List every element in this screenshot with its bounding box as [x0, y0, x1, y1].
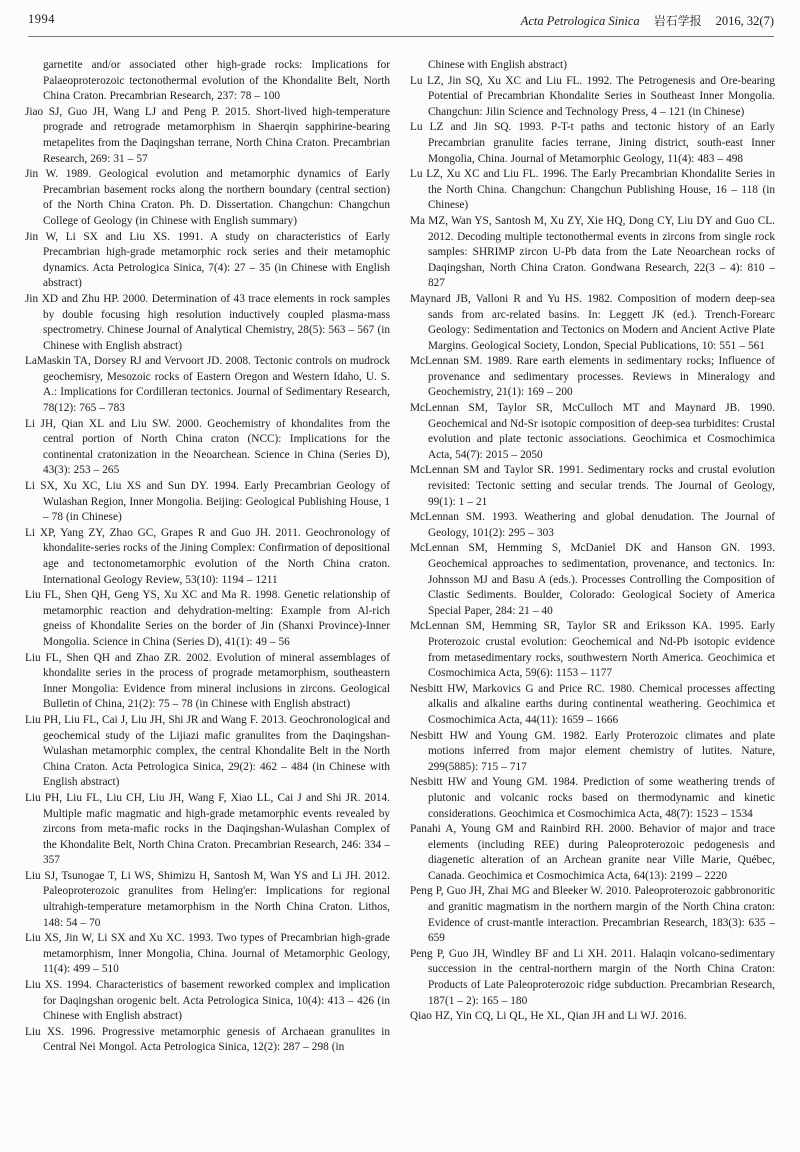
reference-entry: Qiao HZ, Yin CQ, Li QL, He XL, Qian JH and Li WJ. 2016.: [410, 1010, 687, 1023]
reference-entry: Nesbitt HW and Young GM. 1984. Prediction of some weathering trends of plutonic and volcanic rocks based on thermodynamic and kinetic considerations. Geochimica et Cosmochimica Acta, 48(7): 1523 – 1534: [410, 776, 775, 820]
reference-entry: Jiao SJ, Guo JH, Wang LJ and Peng P. 2015. Short-lived high-temperature prograde and retrograde metamorphism in Shaerqin sapphirine-bearing metapelites from the Daqingshan terrane, North China Craton. Precambrian Research, 269: 31 – 57: [25, 105, 390, 165]
reference-entry: Lu LZ and Jin SQ. 1993. P-T-t paths and tectonic history of an Early Precambrian granulite facies terrane, Jining district, south-east Inner Mongolia, China. Journal of Metamorphic Geology, 11(4): 483 – 498: [410, 121, 775, 165]
page-header: [28, 12, 774, 37]
reference-entry: Nesbitt HW, Markovics G and Price RC. 1980. Chemical processes affecting alkalis and alkaline earths during continental weathering. Geochimica et Cosmochimica Acta, 44(11): 1659 – 1666: [410, 682, 775, 726]
reference-entry: Panahi A, Young GM and Rainbird RH. 2000. Behavior of major and trace elements (including REE) during Paleoproterozoic pedogenesis and diagenetic alteration of an Archean granite near Ville Marie, Québec, Canada. Geochimica et Cosmochimica Acta, 64(13): 2199 – 2220: [410, 823, 775, 882]
reference-entry: McLennan SM and Taylor SR. 1991. Sedimentary rocks and crustal evolution revisited: Tectonic setting and secular trends. The Journal of Geology, 99(1): 1 – 21: [410, 464, 775, 508]
reference-entry: Liu PH, Liu FL, Liu CH, Liu JH, Wang F, Xiao LL, Cai J and Shi JR. 2014. Multiple mafic magmatic and high-grade metamorphic events revealed by zircons from meta-mafic rocks in the Daqingshan-Wulashan Complex of the Khondalite Belt, North China Craton. Precambrian Research, 246: 334 – 357: [25, 791, 390, 867]
reference-entry: Liu PH, Liu FL, Cai J, Liu JH, Shi JR and Wang F. 2013. Geochronological and geochemical study of the Lijiazi mafic granulites from the Daqingshan-Wulashan metamorphic complex, the central Khondalite Belt in the North China Craton. Acta Petrologica Sinica, 29(2): 462 – 484 (in Chinese with English abstract): [25, 713, 390, 789]
references-column-left: [25, 58, 390, 1056]
reference-entry: Peng P, Guo JH, Zhai MG and Bleeker W. 2010. Paleoproterozoic gabbronoritic and granitic magmatism in the northern margin of the North China craton: Evidence of crust-mantle interaction. Precambrian Research, 183(3): 635 – 659: [410, 885, 775, 945]
reference-entry: Jin XD and Zhu HP. 2000. Determination of 43 trace elements in rock samples by double focusing high resolution inductively coupled plasma-mass spectrometry. Chinese Journal of Analytical Chemistry, 28(5): 563 – 567 (in Chinese with English abstract): [25, 292, 390, 352]
page-number: 1994: [28, 12, 55, 26]
reference-entry: McLennan SM, Taylor SR, McCulloch MT and Maynard JB. 1990. Geochemical and Nd-Sr isotopic composition of deep-sea turbidites: Crustal evolution and plate tectonic associations. Geochimica et Cosmochimica Acta, 54(7): 2015 – 2050: [410, 402, 775, 461]
journal-title-chinese: 岩石学报: [653, 14, 702, 28]
issue-info: 2016, 32(7): [715, 14, 774, 28]
reference-entry: Li JH, Qian XL and Liu SW. 2000. Geochemistry of khondalites from the central portion of North China craton (NCC): Implications for the continental cratonization in the Neoarchean. Science in China (Series D), 43(3): 253 – 265: [25, 417, 390, 477]
reference-entry: Li SX, Xu XC, Liu XS and Sun DY. 1994. Early Precambrian Geology of Wulashan Region, Inner Mongolia. Beijing: Geological Publishing House, 1 – 78 (in Chinese): [25, 480, 390, 524]
reference-entry: Liu FL, Shen QH and Zhao ZR. 2002. Evolution of mineral assemblages of khondalite series in the process of prograde metamorphism, southeastern Inner Mongolia: Evidence from mineral inclusions in zircons. Geological Bulletin of China, 21(2): 75 – 78 (in Chinese with English abstract): [25, 651, 390, 711]
journal-title: Acta Petrologica Sinica: [520, 14, 640, 28]
reference-entry: Liu XS. 1996. Progressive metamorphic genesis of Archaean granulites in Central Nei Mongol. Acta Petrologica Sinica, 12(2): 287 – 298 (in: [25, 1025, 390, 1054]
reference-entry: Liu SJ, Tsunogae T, Li WS, Shimizu H, Santosh M, Wan YS and Li JH. 2012. Paleoproterozoic granulites from Heling'er: Implications for regional ultrahigh-temperature metamorphism in the North China Craton. Lithos, 148: 54 – 70: [25, 869, 390, 929]
reference-entry: McLennan SM, Hemming SR, Taylor SR and Eriksson KA. 1995. Early Proterozoic crustal evolution: Geochemical and Nd-Pb isotopic evidence from metasedimentary rocks, southwestern North America. Geochimica et Cosmochimica Acta, 59(6): 1153 – 1177: [410, 620, 775, 680]
reference-entry: garnetite and/or associated other high-grade rocks: Implications for Palaeoproterozoic tectonothermal evolution of the Khondalite Belt, North China Craton. Precambrian Research, 237: 78 – 100: [43, 59, 390, 103]
reference-entry: Ma MZ, Wan YS, Santosh M, Xu ZY, Xie HQ, Dong CY, Liu DY and Guo CL. 2012. Decoding multiple tectonothermal events in zircons from single rock samples: SHRIMP zircon U-Pb data from the Late Neoarchean rocks of Daqingshan, North China Craton. Gondwana Research, 22(3 – 4): 810 – 827: [410, 214, 775, 290]
reference-entry: Nesbitt HW and Young GM. 1982. Early Proterozoic climates and plate motions inferred from major element chemistry of lutites. Nature, 299(5885): 715 – 717: [410, 729, 775, 773]
reference-entry: McLennan SM. 1993. Weathering and global denudation. The Journal of Geology, 101(2): 295 – 303: [410, 511, 775, 539]
reference-entry: McLennan SM. 1989. Rare earth elements in sedimentary rocks; Influence of provenance and sedimentary processes. Reviews in Mineralogy and Geochemistry, 21(1): 169 – 200: [410, 355, 775, 399]
reference-entry: Li XP, Yang ZY, Zhao GC, Grapes R and Guo JH. 2011. Geochronology of khondalite-series rocks of the Jining Complex: Confirmation of depositional age and tectonometamorphic evolution of the North China craton. International Geology Review, 53(10): 1194 – 1211: [25, 526, 390, 586]
reference-entry: Jin W, Li SX and Liu XS. 1991. A study on characteristics of Early Precambrian high-grade metamorphic rock series and their metamophic dynamics. Acta Petrologica Sinica, 7(4): 27 – 35 (in Chinese with English abstract): [25, 230, 390, 290]
reference-entry: McLennan SM, Hemming S, McDaniel DK and Hanson GN. 1993. Geochemical approaches to sedimentation, provenance, and tectonics. In: Johnsson MJ and Basu A (eds.). Processes Controlling the Composition of Clastic Sediments. Boulder, Colorado: Geological Society of America Special Paper, 284: 21 – 40: [410, 542, 775, 617]
references-column-right: [410, 58, 775, 1056]
reference-entry: Peng P, Guo JH, Windley BF and Li XH. 2011. Halaqin volcano-sedimentary succession in the central-northern margin of the North China Craton: Products of Late Paleoproterozoic ridge subduction. Precambrian Research, 187(1 – 2): 165 – 180: [410, 947, 775, 1007]
reference-entry: Liu XS, Jin W, Li SX and Xu XC. 1993. Two types of Precambrian high-grade metamorphism, Inner Mongolia, China. Journal of Metamorphic Geology, 11(4): 499 – 510: [25, 932, 390, 976]
reference-entry: Liu XS. 1994. Characteristics of basement reworked complex and implication for Daqingshan orogenic belt. Acta Petrologica Sinica, 10(4): 413 – 426 (in Chinese with English abstract): [25, 979, 390, 1023]
reference-entry: Lu LZ, Jin SQ, Xu XC and Liu FL. 1992. The Petrogenesis and Ore-bearing Potential of Precambrian Khondalite Series in Southeast Inner Mongolia. Changchun: Jilin Science and Technology Press, 4 – 121 (in Chinese): [410, 74, 775, 118]
references-section: [25, 58, 775, 1056]
reference-entry: Chinese with English abstract): [428, 59, 567, 71]
reference-entry: Liu FL, Shen QH, Geng YS, Xu XC and Ma R. 1998. Genetic relationship of metamorphic reaction and dehydration-melting: Example from Al-rich gneiss of Khondalite Series on the border of Jin (Shanxi Province)-Inner Mongolia. Science in China (Series D), 41(1): 49 – 56: [25, 589, 390, 648]
reference-entry: LaMaskin TA, Dorsey RJ and Vervoort JD. 2008. Tectonic controls on mudrock geochemisry, Mesozoic rocks of Eastern Oregon and Western Idaho, U. S. A.: Implications for Cordilleran tectonics. Journal of Sedimentary Research, 78(12): 765 – 783: [25, 355, 390, 415]
running-head: [521, 12, 774, 29]
reference-entry: Maynard JB, Valloni R and Yu HS. 1982. Composition of modern deep-sea sands from arc-related basins. In: Leggett JK (ed.). Trench-Forearc Geology: Sedimentation and Tectonics on Modern and Ancient Active Plate Margins. Geological Society, London, Special Publications, 10: 551 – 561: [410, 292, 775, 352]
reference-entry: Lu LZ, Xu XC and Liu FL. 1996. The Early Precambrian Khondalite Series in the North China. Changchun: Changchun Publishing House, 16 – 118 (in Chinese): [410, 168, 775, 212]
reference-entry: Jin W. 1989. Geological evolution and metamorphic dynamics of Early Precambrian basement rocks along the northern boundary (central section) of the North China Craton. Ph. D. Dissertation. Changchun: Changchun College of Geology (in Chinese with English summary): [25, 168, 390, 227]
